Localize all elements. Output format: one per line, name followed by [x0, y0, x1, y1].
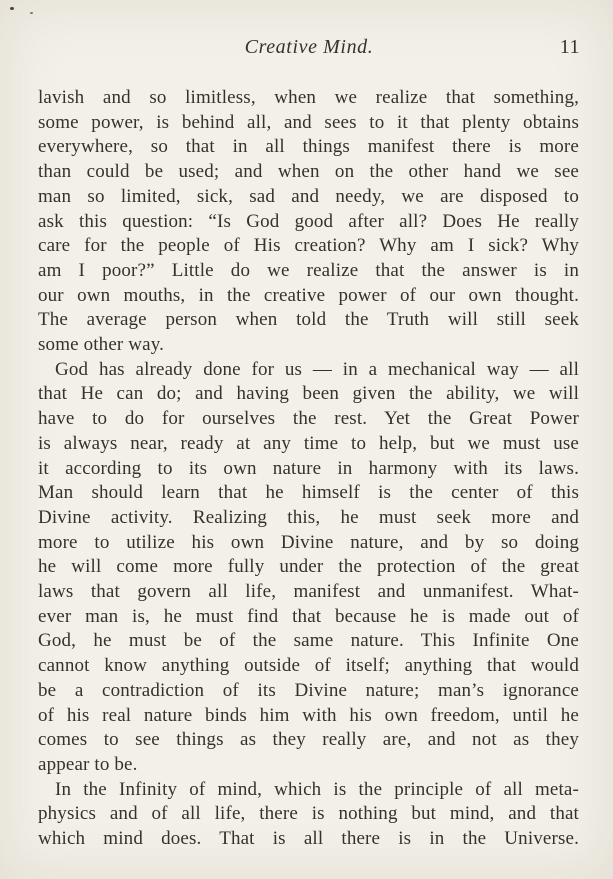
text-line: In the Infinity of mind, which is the principle of all meta- — [55, 778, 579, 800]
text-line: it according to its own nature in harmony with its laws. — [38, 457, 579, 479]
text-line: comes to see things as they really are, and not as they — [38, 729, 579, 751]
body-text — [38, 86, 579, 852]
text-line: that He can do; and having been given the ability, we will — [38, 383, 579, 405]
text-line: God, he must be of the same nature. This Infinite One — [38, 630, 579, 652]
text-line: be a contradiction of its Divine nature; man’s ignorance — [38, 679, 579, 701]
paragraph — [38, 86, 579, 358]
text-line: laws that govern all life, manifest and unmanifest. What- — [38, 581, 579, 603]
text-line: lavish and so limitless, when we realize that something, — [38, 87, 579, 108]
text-line: he will come more fully under the protection of the great — [38, 556, 579, 578]
scan-artifact — [30, 12, 33, 14]
text-line: The average person when told the Truth will still seek — [38, 309, 579, 331]
paragraph — [38, 358, 579, 778]
text-line: God has already done for us — in a mechanical way — all — [55, 358, 579, 380]
text-line: physics and of all life, there is nothing but mind, and that — [38, 803, 579, 825]
text-line: more to utilize his own Divine nature, and by so doing — [38, 531, 579, 553]
text-line: everywhere, so that in all things manifest there is more — [38, 136, 579, 158]
text-line: care for the people of His creation? Why am I sick? Why — [38, 235, 579, 257]
text-line: man so limited, sick, sad and needy, we are disposed to — [38, 185, 579, 207]
paragraph — [38, 778, 579, 852]
running-title: Creative Mind. — [244, 36, 374, 58]
text-line: some power, is behind all, and sees to it that plenty obtains — [38, 111, 579, 133]
text-line: of his real nature binds him with his own freedom, until he — [38, 704, 579, 726]
text-line: appear to be. — [38, 753, 138, 775]
text-line: have to do for ourselves the rest. Yet the Great Power — [38, 408, 579, 430]
page-header — [38, 36, 580, 64]
text-line: ever man is, he must find that because he is made out of — [38, 605, 579, 627]
text-line: is always near, ready at any time to help, but we must use — [38, 432, 579, 454]
text-line: which mind does. That is all there is in the Universe. — [38, 828, 579, 850]
text-line: cannot know anything outside of itself; anything that would — [38, 655, 579, 677]
text-line: than could be used; and when on the other hand we see — [38, 161, 579, 183]
scan-artifact — [10, 7, 14, 10]
text-line: ask this question: “Is God good after all? Does He really — [38, 210, 579, 232]
text-line: am I poor?” Little do we realize that the answer is in — [38, 259, 579, 281]
text-line: our own mouths, in the creative power of our own thought. — [38, 284, 579, 306]
text-line: Man should learn that he himself is the center of this — [38, 482, 579, 504]
page-number: 11 — [559, 36, 580, 58]
text-line: some other way. — [38, 334, 165, 356]
text-line: Divine activity. Realizing this, he must seek more and — [38, 506, 579, 528]
